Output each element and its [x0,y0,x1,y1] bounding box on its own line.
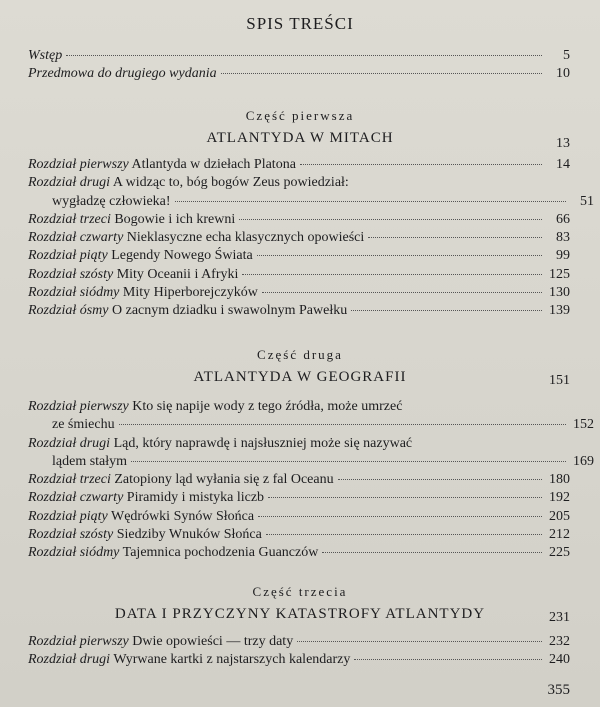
chapter-prefix: Rozdział szósty [28,266,114,282]
dotted-leader [262,292,542,293]
part-heading-3: Część trzecia [252,584,348,599]
chapter-entry [28,266,570,284]
toc-entry-preface [28,65,570,83]
chapter-title: Mity Hiperborejczyków [122,285,258,301]
page-number: 355 [547,682,570,698]
chapter-prefix: Rozdział ósmy [28,303,109,319]
chapter-page-number: 212 [549,527,570,543]
chapter-title-continuation: ze śmiechu [52,417,115,433]
dotted-leader [221,73,542,74]
toc-line [28,526,570,544]
toc-line-continued [28,416,594,434]
chapter-page-number: 192 [549,490,570,506]
chapter-entry [28,526,570,544]
chapter-entry [28,544,570,562]
chapter-prefix: Rozdział trzeci [28,472,111,488]
toc-line [28,302,570,320]
chapter-entry [28,508,570,526]
chapter-text [28,247,253,265]
dotted-leader [268,497,542,498]
front-matter-list [28,47,570,84]
chapter-page-number: 83 [556,230,570,246]
chapter-text [28,174,349,192]
chapter-title: Tajemnica pochodzenia Guanczów [122,545,319,561]
chapter-text [28,211,235,229]
dotted-leader [119,424,566,425]
toc-line [28,398,570,416]
chapter-title: A widząc to, bóg bogów Zeus powiedział: [112,175,349,191]
toc-line [28,65,570,83]
toc-label: Wstęp [28,48,63,63]
chapter-title: Dwie opowieści — trzy daty [132,634,294,649]
toc-line [28,651,570,669]
chapter-title: Zatopiony ląd wyłania się z fal Oceanu [114,472,334,488]
chapter-prefix: Rozdział pierwszy [28,634,129,649]
chapter-prefix: Rozdział pierwszy [28,157,129,172]
part-title-2: ATLANTYDA W GEOGRAFII [193,369,407,385]
chapter-prefix: Rozdział drugi [28,652,111,668]
chapter-entry [28,489,570,507]
chapter-title: Wędrówki Synów Słońca [110,508,255,524]
chapter-title: Mity Oceanii i Afryki [116,266,239,282]
part-title-3: DATA I PRZYCZYNY KATASTROFY ATLANTYDY [114,606,486,622]
chapter-text [28,633,293,651]
dotted-leader [354,659,542,660]
part-3-chapter-list [28,633,570,670]
dotted-leader [242,274,542,275]
chapter-text [28,229,364,247]
chapter-title: Bogowie i ich krewni [114,211,236,227]
dotted-leader [258,516,542,517]
chapter-title: Legendy Nowego Świata [111,248,253,264]
part-heading-1: Część pierwsza [245,108,355,123]
dotted-leader [368,237,542,238]
chapter-page-number: 14 [556,157,570,172]
chapter-text [28,302,347,320]
chapter-page-number: 232 [549,634,570,649]
part-heading-2: Część druga [257,347,343,362]
toc-line [28,156,570,174]
chapter-page-number: 240 [549,652,570,668]
chapter-text [28,544,318,562]
chapter-title: Kto się napije wody z tego źródła, może umrzeć [132,399,403,414]
chapter-entry [28,174,594,211]
chapter-entry [28,229,570,247]
dotted-leader [266,534,542,535]
chapter-prefix: Rozdział drugi [28,175,111,191]
toc-line [28,633,570,651]
chapter-page-number: 130 [549,285,570,301]
toc-line [28,229,570,247]
chapter-entry [28,284,570,302]
chapter-page-number: 125 [549,266,570,282]
dotted-leader [66,55,542,56]
chapter-text [28,651,350,669]
toc-label: Przedmowa do drugiego wydania [28,66,217,82]
chapter-prefix: Rozdział siódmy [28,285,120,301]
chapter-entry [28,435,594,472]
chapter-title-continuation: lądem stałym [52,453,128,469]
part-2-chapter-list [28,398,594,563]
dotted-leader [338,479,542,480]
dotted-leader [175,201,566,202]
chapter-title: Ląd, który naprawdę i najsłuszniej może się nazywać [113,435,413,451]
chapter-title: Atlantyda w dziełach Platona [131,157,296,172]
chapter-text [28,398,402,416]
part-page-2: 151 [549,373,570,388]
chapter-prefix: Rozdział szósty [28,527,114,543]
chapter-page-number: 180 [549,472,570,488]
chapter-title-continuation: wygładzę człowieka! [52,193,171,209]
chapter-page-number: 139 [549,303,570,319]
chapter-prefix: Rozdział drugi [28,435,111,451]
chapter-page-number: 169 [573,453,594,469]
page-title: SPIS TREŚCI [246,14,354,33]
chapter-entry [28,651,570,669]
toc-line [28,544,570,562]
part-page-1: 13 [556,136,570,151]
toc-line-continued [28,193,594,211]
chapter-title: O zacnym dziadku i swawolnym Pawełku [112,303,348,319]
toc-line-continued [28,453,594,471]
chapter-prefix: Rozdział pierwszy [28,399,129,414]
chapter-page-number: 99 [556,248,570,264]
toc-line [28,266,570,284]
chapter-entry [28,302,570,320]
chapter-text [28,284,258,302]
chapter-page-number: 152 [573,417,594,433]
chapter-entry [28,211,570,229]
toc-line [28,47,570,65]
chapter-text [28,526,262,544]
chapter-page-number: 225 [549,545,570,561]
chapter-text [28,508,254,526]
chapter-prefix: Rozdział trzeci [28,211,111,227]
toc-line [28,489,570,507]
chapter-title: Nieklasyczne echa klasycznych opowieści [126,230,365,246]
dotted-leader [297,641,542,642]
dotted-leader [351,310,542,311]
dotted-leader [131,461,566,462]
chapter-entry [28,633,570,651]
dotted-leader [239,219,542,220]
chapter-prefix: Rozdział czwarty [28,230,124,246]
chapter-entry [28,471,570,489]
chapter-text [28,489,264,507]
toc-line [28,471,570,489]
part-title-1: ATLANTYDA W MITACH [206,130,394,146]
chapter-text [28,435,412,453]
chapter-text [28,266,238,284]
chapter-title: Wyrwane kartki z najstarszych kalendarzy [113,652,351,668]
chapter-prefix: Rozdział siódmy [28,545,120,561]
chapter-entry [28,247,570,265]
dotted-leader [257,255,542,256]
toc-entry-introduction [28,47,570,65]
chapter-page-number: 205 [549,508,570,524]
toc-line [28,435,570,453]
chapter-prefix: Rozdział czwarty [28,490,124,506]
part-1-chapter-list [28,156,594,321]
chapter-title: Piramidy i mistyka liczb [126,490,265,506]
dotted-leader [300,164,542,165]
dotted-leader [322,552,542,553]
chapter-entry [28,398,594,435]
chapter-title: Siedziby Wnuków Słońca [116,527,262,543]
toc-line [28,247,570,265]
chapter-page-number: 66 [556,211,570,227]
chapter-prefix: Rozdział piąty [28,508,108,524]
part-page-3: 231 [549,610,570,625]
chapter-prefix: Rozdział piąty [28,248,108,264]
toc-page-number: 5 [563,48,570,63]
toc-page-number: 10 [556,66,570,82]
toc-line [28,211,570,229]
chapter-text [28,156,296,174]
chapter-text [28,471,334,489]
chapter-page-number: 51 [580,193,594,209]
toc-line [28,174,570,192]
toc-line [28,284,570,302]
chapter-entry [28,156,570,174]
toc-line [28,508,570,526]
